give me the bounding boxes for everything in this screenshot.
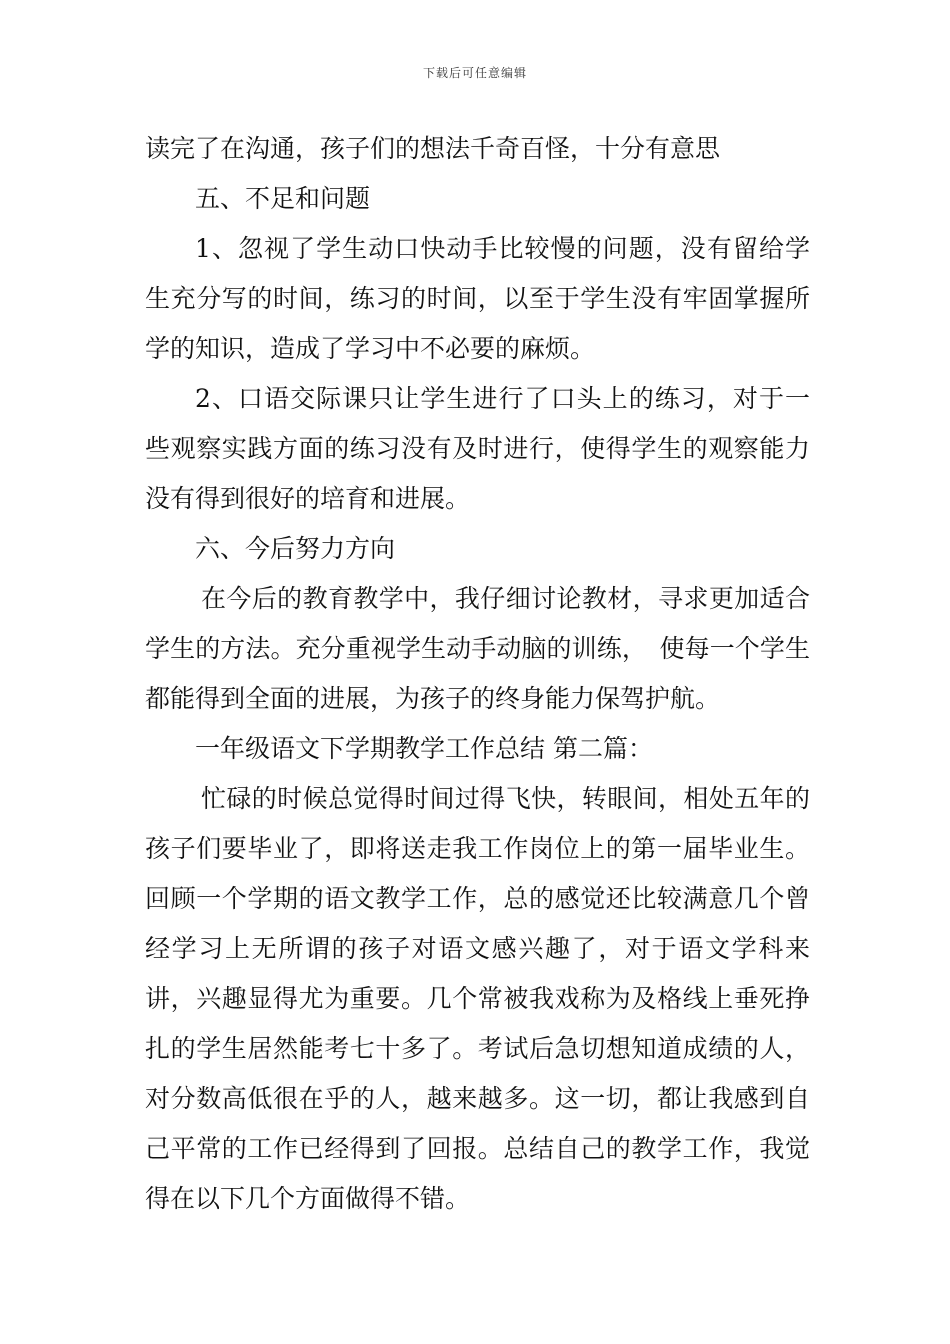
document-body <box>145 124 810 1224</box>
paragraph-future-direction: 在今后的教育教学中，我仔细讨论教材，寻求更加适合学生的方法。充分重视学生动手动脑的训练， 使每一个学生都能得到全面的进展，为孩子的终身能力保驾护航。 <box>145 584 810 713</box>
section-heading-5: 五、不足和问题 <box>195 184 371 213</box>
paragraph-issue-1: 1、忽视了学生动口快动手比较慢的问题，没有留给学生充分写的时间，练习的时间，以至于学生没有牢固掌握所学的知识，造成了学习中不必要的麻烦。 <box>145 234 810 363</box>
paragraph-second-article: 忙碌的时候总觉得时间过得飞快，转眼间，相处五年的孩子们要毕业了，即将送走我工作岗位上的第一届毕业生。回顾一个学期的语文教学工作，总的感觉还比较满意几个曾经学习上无所谓的孩子对语文感兴趣了，对于语文学科来讲，兴趣显得尤为重要。几个常被我戏称为及格线上垂死挣扎的学生居然能考七十多了。考试后急切想知道成绩的人，对分数高低很在乎的人，越来越多。这一切，都让我感到自己平常的工作已经得到了回报。总结自己的教学工作，我觉得在以下几个方面做得不错。 <box>145 784 810 1213</box>
paragraph-issue-2: 2、口语交际课只让学生进行了口头上的练习，对于一些观察实践方面的练习没有及时进行，使得学生的观察能力没有得到很好的培育和进展。 <box>145 384 810 513</box>
paragraph-continuation: 读完了在沟通，孩子们的想法千奇百怪，十分有意思 <box>145 134 721 163</box>
article-subtitle: 一年级语文下学期教学工作总结 第二篇： <box>195 734 653 763</box>
page-header: 下载后可任意编辑 <box>422 66 527 80</box>
section-heading-6: 六、今后努力方向 <box>195 534 396 563</box>
